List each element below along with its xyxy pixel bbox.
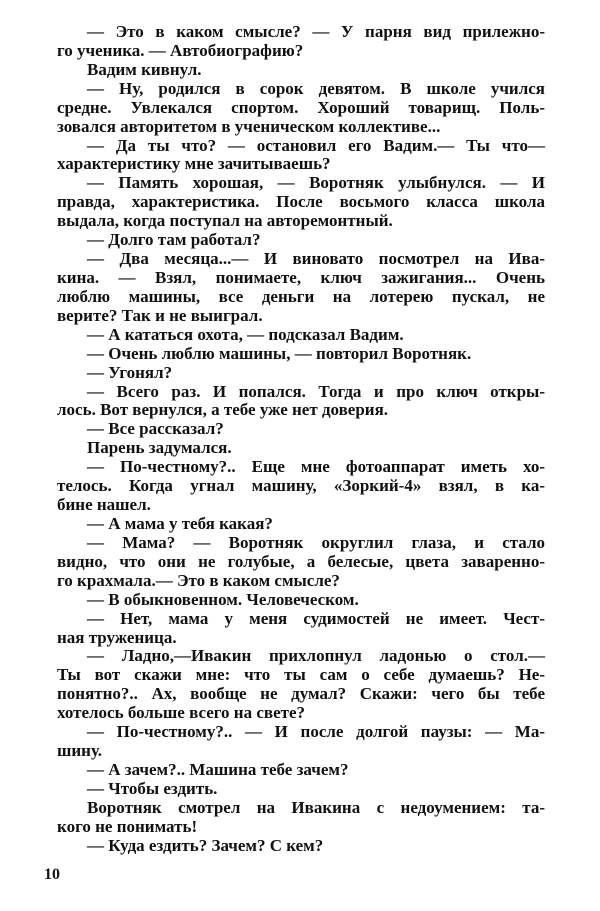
paragraph [57,534,545,591]
paragraph [57,610,545,648]
text-line: — Долго там работал? [87,230,261,250]
text-line: — Всего раз. И попался. Тогда и про ключ откры- [87,381,545,401]
text-line: — Угонял? [87,362,173,382]
text-line: — Очень люблю машины, — повторил Воротняк. [87,343,472,363]
text-line: кина. — Взял, понимаете, ключ зажигания... Очень [57,267,545,287]
text-line: Ты вот скажи мне: что ты сам о себе думаешь? Не- [57,665,545,685]
text-line: Воротняк смотрел на Ивакина с недоумением: та- [87,797,545,817]
paragraph [57,231,545,250]
text-line: хотелось больше всего на свете? [57,703,306,723]
text-line: — Все рассказал? [87,419,224,439]
paragraph [57,345,545,364]
text-line: люблю машины, все деньги на лотерею пускал, не [57,286,545,306]
paragraph [57,364,545,383]
paragraph [57,458,545,515]
text-line: Вадим кивнул. [87,59,202,79]
paragraph [57,326,545,345]
text-line: — По-честному?.. Еще мне фотоаппарат иметь хо- [87,457,545,477]
text-line: зовался авторитетом в ученическом коллективе... [57,116,441,136]
text-line: понятно?.. Ах, вообще не думал? Скажи: чего бы тебе [57,684,545,704]
paragraph [57,723,545,761]
text-line: — Память хорошая, — Воротняк улыбнулся. — И [87,173,545,193]
text-line: — Да ты что? — остановил его Вадим.— Ты что— [87,135,545,155]
text-line: — Нет, мама у меня судимостей не имеет. Чест- [87,608,545,628]
paragraph [57,383,545,421]
text-line: — Куда ездить? Зачем? С кем? [87,835,324,855]
text-line: телось. Когда угнал машину, «Зоркий-4» взял, в ка- [57,476,545,496]
paragraph [57,420,545,439]
paragraph [57,761,545,780]
book-page-text [57,23,545,856]
paragraph [57,61,545,80]
text-line: — Два месяца...— И виновато посмотрел на Ива- [87,249,545,269]
text-line: — А мама у тебя какая? [87,513,273,533]
paragraph [57,23,545,61]
text-line: — По-честному?.. — И после долгой паузы: — Ма- [87,722,545,742]
text-line: — А зачем?.. Машина тебе зачем? [87,759,349,779]
text-line: го ученика. — Автобиографию? [57,40,304,60]
paragraph [57,799,545,837]
text-line: выдала, когда поступал на авторемонтный. [57,211,393,231]
text-line: — Это в каком смысле? — У парня вид прилежно- [87,22,545,41]
page-number: 10 [44,866,60,883]
text-line: — Мама? — Воротняк округлил глаза, и стало [87,532,545,552]
text-line: — Ну, родился в сорок девятом. В школе учился [87,78,545,98]
text-line: средне. Увлекался спортом. Хороший товарищ. Поль- [57,97,545,117]
paragraph [57,780,545,799]
paragraph [57,837,545,856]
text-line: кого не понимать! [57,816,198,836]
text-line: ная труженица. [57,627,177,647]
text-line: верите? Так и не выиграл. [57,305,263,325]
text-line: характеристику мне зачитываешь? [57,154,331,174]
text-line: го крахмала.— Это в каком смысле? [57,570,340,590]
paragraph [57,174,545,231]
text-line: лось. Вот вернулся, а тебе уже нет доверия. [57,400,389,420]
paragraph [57,137,545,175]
text-line: — Ладно,—Ивакин прихлопнул ладонью о стол.— [87,646,545,666]
text-line: — А кататься охота, — подсказал Вадим. [87,324,404,344]
text-line: видно, что они не голубые, а белесые, цвета заваренно- [57,551,545,571]
text-line: — Чтобы ездить. [87,778,218,798]
paragraph [57,80,545,137]
paragraph [57,515,545,534]
text-line: бине нашел. [57,495,151,515]
paragraph [57,647,545,723]
text-line: — В обыкновенном. Человеческом. [87,589,359,609]
paragraph [57,591,545,610]
text-line: Парень задумался. [87,438,232,458]
paragraph [57,439,545,458]
paragraph [57,250,545,326]
text-line: шину. [57,741,102,761]
text-line: правда, характеристика. После восьмого класса школа [57,192,545,212]
